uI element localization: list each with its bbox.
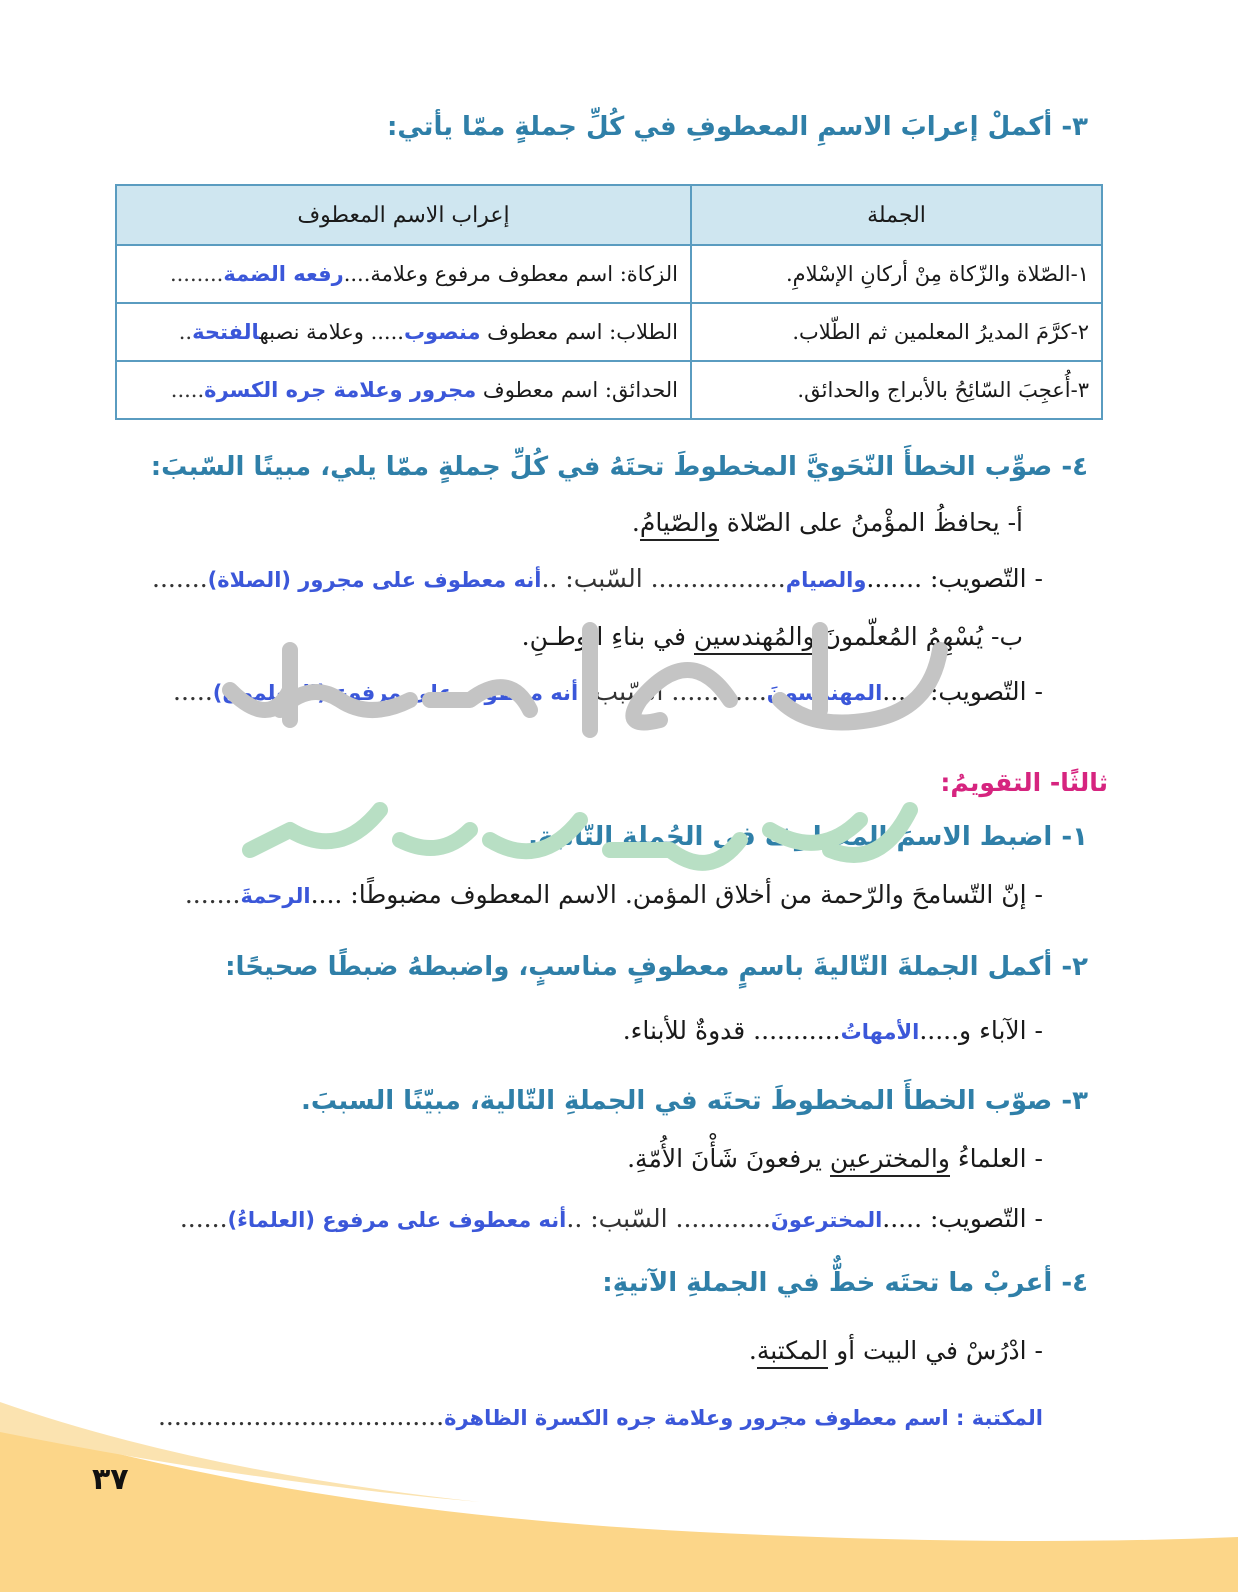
table-cell-irab — [116, 245, 691, 303]
dots: ...... — [179, 1204, 228, 1233]
table-cell-irab — [116, 361, 691, 419]
sentence-a-post: . — [631, 508, 640, 537]
correction-answer: والصيام — [785, 568, 867, 592]
section3-title: ٣- أكملْ إعرابَ الاسمِ المعطوفِ في كُلِّ جملةٍ ممّا يأتي: — [386, 112, 1088, 142]
table-header-sentence: الجملة — [691, 185, 1102, 245]
irab-prefix: الحدائق: اسم معطوف — [476, 378, 678, 402]
q3-sentence — [627, 1144, 1043, 1173]
sentence-a — [632, 508, 1023, 537]
q1-answer: الرحمةَ — [240, 884, 311, 908]
reason-answer: أنه معطوف على مرفوع (المعلمون) — [212, 681, 579, 705]
sentence-a-pre: أ- يحافظُ المؤْمنُ على الصّلاة — [718, 508, 1023, 537]
irab-prefix: الزكاة: اسم معطوف مرفوع وعلامة.... — [343, 262, 678, 286]
footer-wave — [0, 1362, 1238, 1592]
answer-text: مجرور وعلامة جره الكسرة — [204, 378, 477, 402]
irab-prefix: الطلاب: اسم معطوف — [480, 320, 678, 344]
table-cell-irab — [116, 303, 691, 361]
q2-line — [623, 1016, 1043, 1045]
correction-answer: المخترعونَ — [770, 1208, 883, 1232]
q4-sentence-pre: - ادْرُسْ في البيت أو — [828, 1336, 1043, 1365]
q4-title: ٤- أعربْ ما تحتَه خطٌّ في الجملةِ الآتيةِ: — [602, 1268, 1088, 1298]
q2-answer: الأمهاتُ — [840, 1020, 920, 1044]
dots: ........ — [169, 262, 224, 286]
table-cell-sentence: ٣-أُعجِبَ السّائِحُ بالأبراج والحدائق. — [691, 361, 1102, 419]
correction-label: - التّصويب: ..... — [882, 1204, 1043, 1233]
dots: .. — [178, 320, 193, 344]
sentence-b-post: في بناءِ الوطـنِ. — [521, 622, 694, 651]
table-cell-sentence: ٢-كرَّمَ المديرُ المعلمين ثم الطّلاب. — [691, 303, 1102, 361]
sentence-b — [522, 622, 1023, 651]
irab-middle: ..... وعلامة نصبه — [259, 320, 404, 344]
reason-answer: أنه معطوف على مجرور (الصلاة) — [207, 568, 542, 592]
dots: ..... — [170, 378, 205, 402]
dots: ..... — [173, 677, 213, 706]
table-header-irab: إعراب الاسم المعطوف — [116, 185, 691, 245]
page-number: ٣٧ — [92, 1462, 129, 1497]
correction-label: - التّصويب: ....... — [866, 564, 1043, 593]
q4-sentence-post: . — [748, 1336, 757, 1365]
answer-text: منصوب — [403, 320, 481, 344]
reason-label: ............ السّبب: .. — [566, 1204, 771, 1233]
correction-label: - التّصويب: ..... — [882, 677, 1043, 706]
q2-line-pre: - الآباء و..... — [919, 1016, 1043, 1045]
q3-sentence-underlined: والمخترعين — [830, 1144, 950, 1177]
table-cell-sentence: ١-الصّلاة والزّكاة مِنْ أركانِ الإسْلامِ. — [691, 245, 1102, 303]
dots: .................................... — [157, 1402, 445, 1431]
evaluation-title: ثالثًا- التقويمُ: — [940, 768, 1108, 797]
answer-text-2: الفتحة — [192, 320, 260, 344]
sentence-a-underlined: والصّيامُ — [640, 508, 719, 541]
q4-sentence-underlined: المكتبة — [757, 1336, 828, 1369]
q3-sentence-post: يرفعونَ شَأْنَ الأُمّةِ. — [627, 1144, 830, 1173]
section4-title: ٤- صوِّب الخطأَ النّحَويَّ المخطوطَ تحتَهُ في كُلِّ جملةٍ ممّا يلي، مبينًا السّببَ: — [150, 452, 1088, 482]
q1-line-text: - إنّ التّسامحَ والرّحمة من أخلاق المؤمن. الاسم المعطوف مضبوطًا: .... — [310, 880, 1043, 909]
q4-answer: المكتبة : اسم معطوف مجرور وعلامة جره الكسرة الظاهرة — [444, 1406, 1043, 1430]
correction-b — [173, 677, 1043, 706]
q1-line — [185, 880, 1043, 909]
reason-answer: أنه معطوف على مرفوع (العلماءُ) — [227, 1208, 567, 1232]
q3-sentence-pre: - العلماءُ — [949, 1144, 1043, 1173]
q4-sentence — [749, 1336, 1043, 1365]
q2-title: ٢- أكمل الجملةَ التّاليةَ باسمٍ معطوفٍ مناسبٍ، واضبطهُ ضبطًا صحيحًا: — [225, 952, 1088, 982]
correction-answer: المهندسونَ — [766, 681, 883, 705]
answer-text: رفعه الضمة — [223, 262, 344, 286]
table-row — [116, 361, 1102, 419]
q3-title: ٣- صوّب الخطأَ المخطوطَ تحتَه في الجملةِ التّالية، مبيّنًا السببَ. — [300, 1086, 1088, 1116]
dots: ....... — [184, 880, 241, 909]
reason-label: ............ السّبب: — [578, 677, 767, 706]
sentence-b-pre: ب- يُسْهِمُ المُعلّمونَ — [814, 622, 1023, 651]
correction-a — [152, 564, 1043, 593]
irab-table — [115, 184, 1103, 420]
table-header-row — [116, 185, 1102, 245]
q3-correction — [180, 1204, 1043, 1233]
table-row — [116, 245, 1102, 303]
table-row — [116, 303, 1102, 361]
q2-line-post: ........... قدوةٌ للأبناء. — [622, 1016, 841, 1045]
reason-label: ................. السّبب: .. — [541, 564, 786, 593]
sentence-b-underlined: والمُهندسين — [694, 622, 815, 655]
dots: ....... — [152, 564, 208, 593]
q1-title: ١- اضبط الاسمَ المعْطوفَ في الجُملةِ التّاليةِ. — [528, 822, 1088, 852]
